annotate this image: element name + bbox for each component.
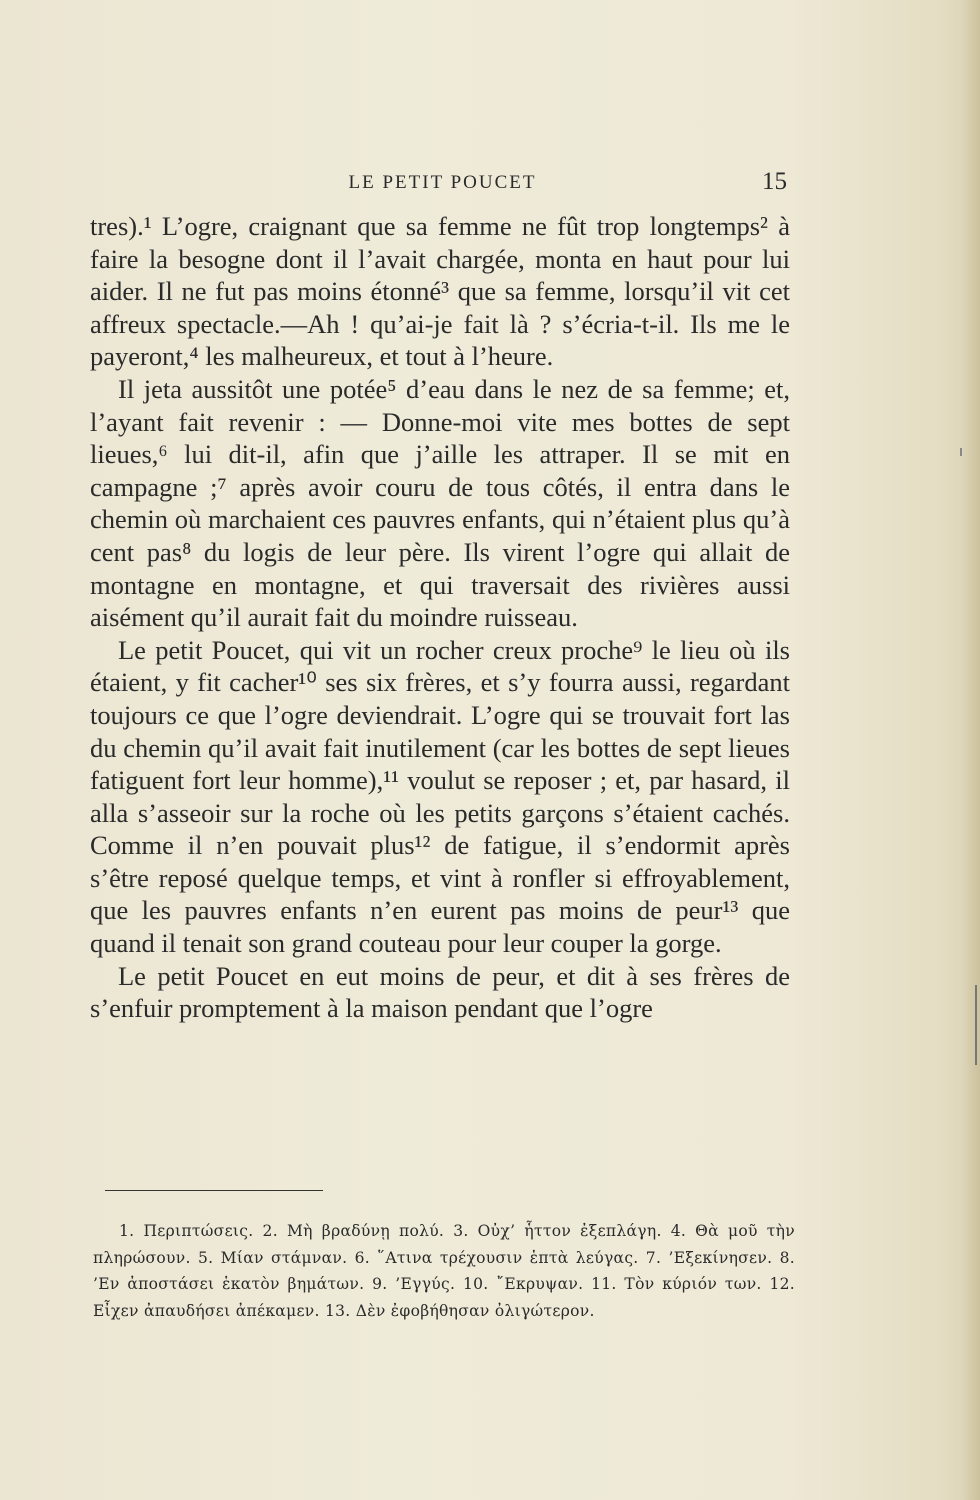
margin-mark <box>975 985 977 1065</box>
body-text <box>90 210 790 1025</box>
page-number: 15 <box>762 168 787 195</box>
footnote-rule <box>105 1190 323 1191</box>
paragraph-2: Il jeta aussitôt une potée⁵ d’eau dans le nez de sa femme; et, l’ayant fait revenir : — Donne-moi vite mes bottes de sept lieues,⁶ lui dit-il, afin que j’aille les attraper. Il se mit en campagne ;⁷ après avoir couru de tous côtés, il entra dans le chemin où marchaient ces pauvres enfants, qui n’étaient plus qu’à cent pas⁸ du logis de leur père. Ils virent l’ogre qui allait de montagne en montagne, et qui traversait des rivières aussi aisément qu’il aurait fait du moindre ruisseau. <box>90 373 790 633</box>
paragraph-1: tres).¹ L’ogre, craignant que sa femme ne fût trop longtemps² à faire la besogne dont il l’avait chargée, monta en haut pour lui aider. Il ne fut pas moins étonné³ que sa femme, lorsqu’il vit cet affreux spectacle.—Ah ! qu’ai-je fait là ? s’écria-t-il. Ils me le payeront,⁴ les malheureux, et tout à l’heure. <box>90 211 790 372</box>
page-edge-shadow <box>962 0 980 1500</box>
running-head <box>90 168 795 198</box>
running-title: LE PETIT POUCET <box>348 172 537 193</box>
margin-mark <box>960 448 962 456</box>
paragraph-3: Le petit Poucet, qui vit un rocher creux proche⁹ le lieu où ils étaient, y fit cacher¹⁰ ses six frères, et s’y fourra aussi, regardant toujours ce que l’ogre deviendrait. L’ogre qui se trouvait fort las du chemin qu’il avait fait inutilement (car les bottes de sept lieues fatiguent fort leur homme),¹¹ voulut se reposer ; et, par hasard, il alla s’asseoir sur la roche où les petits garçons s’étaient cachés. Comme il n’en pouvait plus¹² de fatigue, il s’endormit après s’être reposé quelque temps, et vint à ronfler si effroyablement, que les pauvres enfants n’en eurent pas moins de peur¹³ que quand il tenait son grand couteau pour leur couper la gorge. <box>90 634 790 959</box>
footnotes <box>93 1218 795 1324</box>
paragraph-4: Le petit Poucet en eut moins de peur, et dit à ses frères de s’enfuir promptement à la maison pendant que l’ogre <box>90 960 790 1024</box>
footnotes-text: 1. Περιπτώσεις. 2. Μὴ βραδύνῃ πολύ. 3. Οὐχ’ ἧττον ἐξεπλάγη. 4. Θὰ μοῦ τὴν πληρώσουν. 5. Μίαν στάμναν. 6. ῞Ατινα τρέχουσιν ἑπτὰ λεύγας. 7. ’Εξεκίνησεν. 8. ’Εν ἀποστάσει ἑκατὸν βημάτων. 9. ’Εγγύς. 10. ῎Εκρυψαν. 11. Τὸν κύριόν των. 12. Εἶχεν ἀπαυδήσει ἀπέκαμεν. 13. Δὲν ἐφοβήθησαν ὀλιγώτερον. <box>93 1222 795 1320</box>
